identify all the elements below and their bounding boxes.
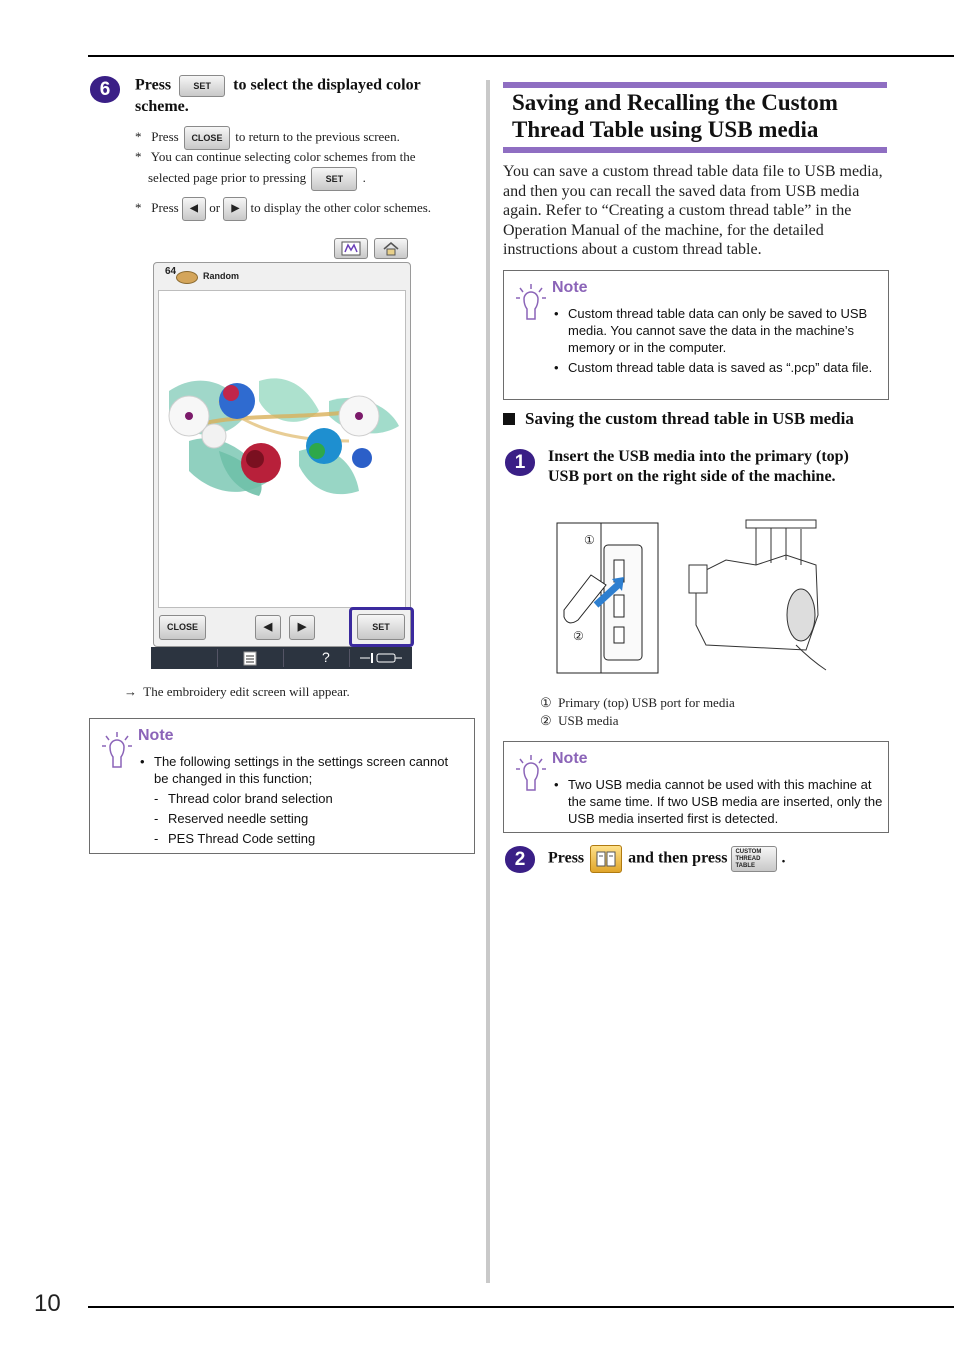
preview-area [158,290,406,608]
tip-continue-2 [148,167,478,191]
tip-text: Press [151,199,179,215]
lightbulb-icon [516,754,546,796]
lightbulb-icon [516,283,546,325]
left-arrow-icon: ◀ [182,197,206,221]
embroidery-preview [159,291,405,607]
step-2-text [548,845,888,873]
tip-text: . [362,169,366,185]
note-title: Note [138,727,174,744]
dash: - [154,791,159,806]
result-arrow: → [124,684,137,699]
intro-paragraph: You can save a custom thread table data file to USB media, and then you can recall the saved data from USB media again. Refer to “Creating a custom thread table” in the Operation Manual of the machine, for the detailed instructions about a custom thread table. [503,163,883,258]
note-item-text: Thread color brand selection [168,791,333,806]
result-line [124,684,464,700]
legend-text: Primary (top) USB port for media [558,695,735,710]
needle-settings-icon[interactable] [349,649,409,667]
next-page-button[interactable]: ▶ [289,615,315,640]
set-button-icon: SET [311,167,357,191]
note-title: Note [552,279,588,296]
legend-num: ① [540,695,552,710]
page-number: 10 [34,1290,61,1317]
bottom-rule [88,1306,954,1308]
usb-machine-figure [556,515,836,675]
set-button-icon: SET [179,75,225,97]
heading-line-2: Thread Table using USB media [512,117,819,142]
prev-page-button[interactable]: ◀ [255,615,281,640]
tip-text: or [209,199,221,215]
note-bullet [554,359,884,376]
step-2-before: Press [548,849,585,867]
heading-bar-top [503,82,887,88]
tip-close [135,126,475,150]
legend-num: ② [540,713,552,728]
note-settings [89,718,475,854]
note-bullet [554,305,884,356]
result-text: The embroidery edit screen will appear. [143,684,350,699]
subheading: Saving the custom thread table in USB media [525,409,854,428]
note-item-text: Reserved needle setting [168,811,309,826]
dash: - [154,831,159,846]
legend-item-1 [540,695,735,711]
close-button-icon: CLOSE [184,126,230,150]
dash: - [154,811,159,826]
right-arrow-icon: ▶ [223,197,247,221]
bullet-dot: • [554,777,559,792]
step-1-text: Insert the USB media into the primary (top) USB port on the right side of the machine. [548,448,849,485]
heading-line-1: Saving and Recalling the Custom [512,90,838,115]
legend-text: USB media [558,713,619,728]
thread-spool-icon [176,271,198,284]
legend-item-2 [540,713,618,729]
note-bullet [554,776,884,827]
tip-text: selected page prior to pressing [148,169,307,185]
note-item [154,790,454,807]
close-button[interactable]: CLOSE [159,615,206,640]
screen-title: Random [203,271,239,281]
note-title: Note [552,750,588,767]
note-bullet-text: Custom thread table data can only be saved to USB media. You cannot save the data in the machine’s memory or in the computer. [568,306,868,355]
step-6-text-line2: scheme. [135,98,189,115]
note-bullet [140,753,466,787]
section-heading [512,89,882,143]
tip-mark: * [135,128,142,144]
settings-book-icon [590,845,622,873]
home-icon [374,238,408,259]
tip-arrows [135,197,475,221]
tip-mark: * [135,149,142,164]
list-icon[interactable] [217,649,281,667]
note-bullet-text: The following settings in the settings screen cannot be changed in this function; [154,754,449,786]
step-6-badge: 6 [90,76,120,103]
lightbulb-icon [102,731,132,773]
step-2-badge: 2 [505,846,535,873]
tip-mark: * [135,199,142,215]
tip-text: to return to the previous screen. [235,128,400,144]
tip-text: Press [151,128,179,144]
screen-number: 64 [165,266,177,277]
bullet-dot: • [140,754,145,769]
heading-bar-bottom [503,147,887,153]
custom-thread-table-icon: CUSTOM THREAD TABLE [731,846,777,872]
tip-text: You can continue selecting color schemes from the [150,149,416,164]
column-divider [486,80,490,1283]
step-6-text-after: to select the displayed color [233,76,421,94]
callout-1: ① [584,533,595,547]
bullet-dot: • [554,360,559,375]
step-6-text [135,75,465,117]
tip-continue [135,149,475,165]
callout-2: ② [573,629,584,643]
note-item-text: PES Thread Code setting [168,831,316,846]
set-button[interactable]: SET [357,614,405,640]
step-2-mid: and then press [628,849,728,867]
note-two-usb [503,741,889,833]
step-1-badge: 1 [505,449,535,476]
subheading-square-icon [503,413,515,425]
note-item [154,810,454,827]
note-bullet-text: Custom thread table data is saved as “.pcp” data file. [568,360,873,375]
bullet-dot: • [554,306,559,321]
help-icon[interactable]: ? [283,649,347,667]
note-item [154,830,454,847]
top-rule [88,55,954,57]
step-2-after: . [781,849,786,867]
tip-text: to display the other color schemes. [250,199,432,215]
embroidery-mode-icon [334,238,368,259]
note-bullet-text: Two USB media cannot be used with this machine at the same time. If two USB media are inserted, only the USB media inserted first is detected. [568,777,883,826]
note-usb-save [503,270,889,400]
step-6-text-before: Press [135,76,172,94]
